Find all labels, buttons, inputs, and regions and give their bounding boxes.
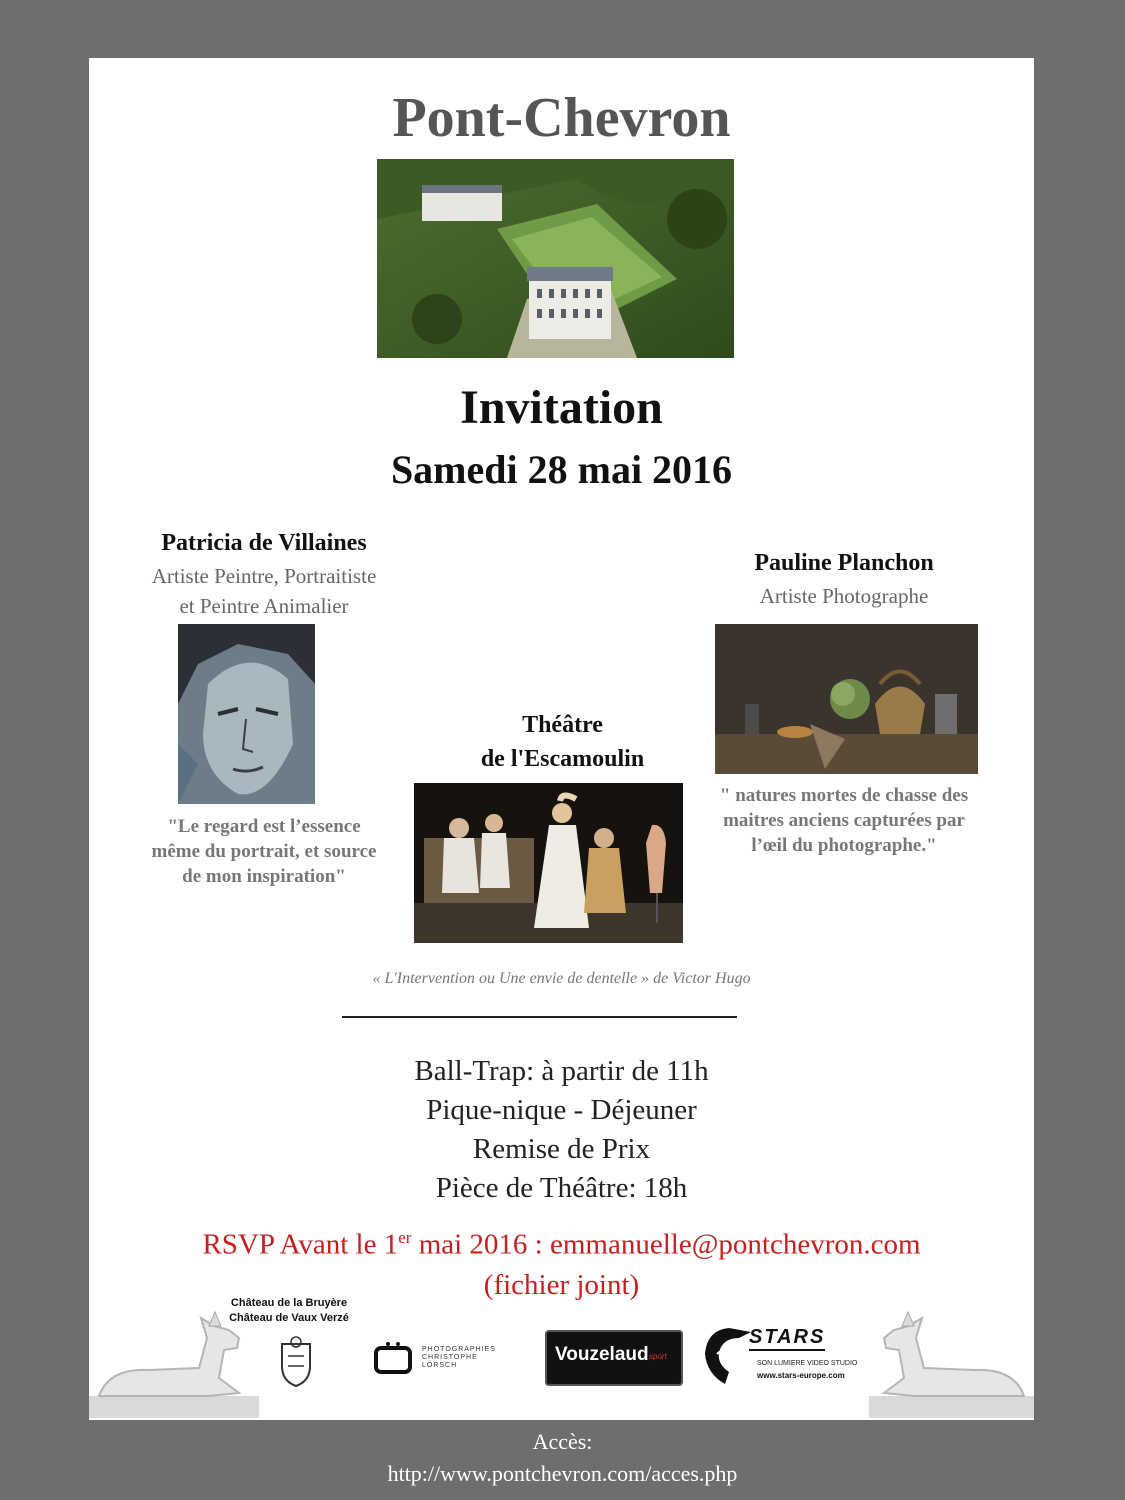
event-date: Samedi 28 mai 2016 xyxy=(390,447,733,492)
quote-pauline-1: " natures mortes de chasse des xyxy=(719,785,969,806)
theatre-photo xyxy=(414,783,683,943)
sponsor-vouzelaud xyxy=(545,1330,683,1386)
rsvp-email[interactable]: mai 2016 : emmanuelle@pontchevron.com xyxy=(411,1228,921,1261)
sponsor-photographe xyxy=(374,1340,524,1380)
rsvp xyxy=(89,1218,1034,1305)
quote-patricia-1: "Le regard est l’essence xyxy=(167,816,361,837)
artist-name-patricia: Patricia de Villaines xyxy=(161,530,367,556)
theatre-illustration xyxy=(414,783,683,943)
quote-patricia-3: de mon inspiration" xyxy=(182,866,346,887)
rsvp-superscript: er xyxy=(398,1228,412,1247)
sponsor-chateau-2: Château de Vaux Verzé xyxy=(229,1312,349,1324)
theatre-name-1: Théâtre xyxy=(522,712,603,738)
sponsor-chateau-1: Château de la Bruyère xyxy=(230,1297,348,1309)
schedule-item: Ball-Trap: à partir de 11h xyxy=(414,1055,709,1087)
footer-label: Accès: xyxy=(532,1429,593,1454)
coat-of-arms-icon xyxy=(276,1336,316,1388)
schedule-item: Pièce de Théâtre: 18h xyxy=(435,1172,688,1204)
sponsor-stars xyxy=(699,1324,869,1394)
dog-statue-right-icon xyxy=(864,1308,1034,1418)
rsvp-prefix: RSVP Avant le 1 xyxy=(202,1228,399,1261)
schedule xyxy=(89,1052,1034,1208)
still-life-photo xyxy=(715,624,978,774)
divider xyxy=(342,1016,737,1018)
artist-role-patricia-2: et Peintre Animalier xyxy=(179,594,349,618)
artist-role-pauline: Artiste Photographe xyxy=(759,584,929,608)
sponsor-photographe-2: CHRISTOPHE xyxy=(422,1354,478,1361)
chateau-illustration xyxy=(377,159,734,358)
sponsor-photographe-3: LÖRSCH xyxy=(422,1362,458,1369)
play-caption: « L'Intervention ou Une envie de dentelle » de Victor Hugo xyxy=(372,970,751,987)
rsvp-line-1[interactable] xyxy=(89,1218,1034,1265)
sponsor-vouzelaud-suffix: sport xyxy=(649,1352,667,1361)
page-title: Pont-Chevron xyxy=(392,87,731,149)
schedule-item: Pique-nique - Déjeuner xyxy=(426,1094,697,1126)
sponsor-vouzelaud-label: Vouzelaud xyxy=(555,1344,649,1365)
sponsor-stars-label: STARS xyxy=(749,1326,825,1351)
quote-patricia-2: même du portrait, et source xyxy=(151,841,377,862)
rsvp-line-2: (fichier joint) xyxy=(483,1268,640,1301)
footer-url[interactable]: http://www.pontchevron.com/acces.php xyxy=(387,1461,738,1486)
chateau-photo xyxy=(377,159,734,358)
sponsor-stars-tagline: SON LUMIERE VIDEO STUDIO xyxy=(757,1360,858,1367)
sponsor-photographe-1: PHOTOGRAPHIES xyxy=(422,1346,496,1353)
portrait-illustration xyxy=(178,624,315,804)
quote-pauline-2: maitres anciens capturées par xyxy=(723,810,965,831)
theatre-name-2: de l'Escamoulin xyxy=(480,746,645,772)
quote-pauline-3: l’œil du photographe." xyxy=(751,835,937,856)
invitation-sheet xyxy=(89,58,1034,1420)
invitation-heading: Invitation xyxy=(460,381,663,434)
sponsor-stars-url: www.stars-europe.com xyxy=(757,1371,845,1380)
portrait-painting xyxy=(178,624,315,804)
camera-icon xyxy=(374,1340,414,1376)
footer xyxy=(0,1426,1125,1490)
still-life-illustration xyxy=(715,624,978,774)
artist-role-patricia-1: Artiste Peintre, Portraitiste xyxy=(151,564,377,588)
artist-name-pauline: Pauline Planchon xyxy=(754,550,934,576)
schedule-item: Remise de Prix xyxy=(472,1133,651,1165)
